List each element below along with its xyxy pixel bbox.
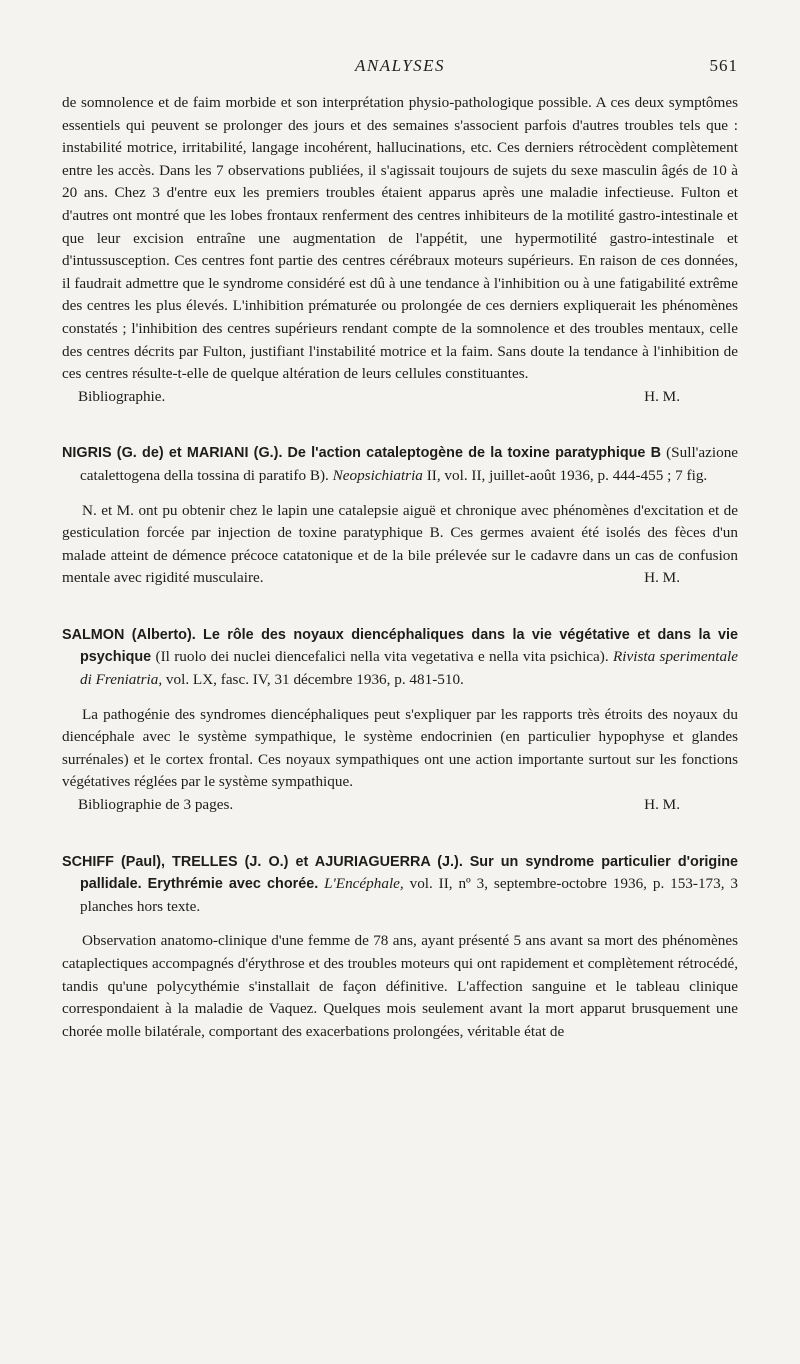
entry-journal: Rivista sperimentale di Freniatria, xyxy=(80,648,739,689)
entry-abstract-text: N. et M. ont pu obtenir chez le lapin une catalepsie aiguë et chronique avec phénomènes d'excitation et de gesticulation forcée par injection de toxine paratyphique B. Ces germes avaient été isolés des fèces d'un malade atteint de démence précoce catatonique et de la bile prélevée sur le cadavre dans un cas de confusion mentale avec rigidité musculaire. xyxy=(62,501,738,587)
review-entry xyxy=(62,624,738,817)
intro-bibliography: Bibliographie. xyxy=(78,387,166,405)
entry-ref-rest: vol. LX, fasc. IV, 31 décembre 1936, p. 481-510. xyxy=(165,671,464,689)
entry-citation xyxy=(62,851,738,919)
entry-signature: H. M. xyxy=(644,569,680,587)
entry-title: De l'action cataleptogène de la toxine paratyphique B xyxy=(287,445,662,462)
entry-abstract: La pathogénie des syndromes diencéphaliques peut s'expliquer par les rapports très étroits des noyaux du diencéphale avec le système sympathique, le système endocrinien (en particulier hypophyse et glandes surrénales) et le cortex frontal. Ces noyaux sympathiques ont une action importante surtout sur les fonctions végétatives réglées par le système sympathique. xyxy=(62,705,738,791)
entry-bibliography: Bibliographie de 3 pages. xyxy=(78,796,234,814)
review-entry xyxy=(62,442,738,590)
running-head xyxy=(62,56,738,82)
running-head-title: ANALYSES xyxy=(354,56,446,75)
entry-ref-plain: (Sull'azione catalettogena della tossina di paratifo B). xyxy=(80,444,739,484)
entry-footer xyxy=(62,794,738,817)
entry-citation xyxy=(62,442,738,487)
body-text xyxy=(62,92,738,1043)
entry-citation xyxy=(62,624,738,692)
entry-journal: Neopsichiatria xyxy=(332,466,423,484)
entry-ref-rest: vol. II, nº 3, septembre-octobre 1936, p. 153-173, 3 planches hors texte. xyxy=(80,875,739,915)
entry-ref-plain: (Il ruolo dei nuclei diencefalici nella vita vegetativa e nella vita psichica). xyxy=(155,648,609,666)
entry-abstract xyxy=(62,500,738,590)
entry-authors: SALMON (Alberto). xyxy=(62,626,196,643)
intro-paragraph: de somnolence et de faim morbide et son interprétation physio-pathologique possible. A ces deux symptômes essentiels qui peuvent se prolonger des jours et des semaines s'associent parfois d'autres troubles tels que : instabilité motrice, irritabilité, langage incohérent, hallucinations, etc. Ces derniers rétrocèdent complètement entre les accès. Dans les 7 observations publiées, il s'agissait toujours de sujets du sexe masculin âgés de 10 à 20 ans. Chez 3 d'entre eux les premiers troubles étaient apparus après une maladie infectieuse. Fulton et d'autres ont montré que les lobes frontaux renferment des centres inhibiteurs de la motilité gastro-intestinale et que leur excision entraîne une augmentation de l'appétit, une hypermotilité gastro-intestinale et d'intussusception. Ces centres font partie des centres cérébraux moteurs supérieurs. En raison de ces données, il faudrait admettre que le syndrome considéré est dû à une tendance à l'inhibition ou à une fatigabilité extrême des centres les plus élevés. L'inhibition prématurée ou prolongée de ces derniers expliquerait les phénomènes constatés ; l'inhibition des centres supérieurs rendant compte de la somnolence et des troubles mentaux, celle des centres décrits par Fulton, justifiant l'instabilité motrice et la faim. Sans doute la tendance à l'inhibition de ces centres résulte-t-elle de quelque altération de leurs cellules constituantes. xyxy=(62,94,738,383)
entry-journal: L'Encéphale, xyxy=(324,875,404,893)
entry-authors: SCHIFF (Paul), TRELLES (J. O.) et AJURIAGUERRA (J.). xyxy=(62,853,463,870)
entry-authors: NIGRIS (G. de) et MARIANI (G.). xyxy=(62,445,283,462)
intro-footer xyxy=(62,386,738,409)
review-entry xyxy=(62,851,738,1044)
entry-title: Le rôle des noyaux diencéphaliques dans la vie végétative et dans la vie psychique xyxy=(80,626,738,666)
page-number: 561 xyxy=(709,56,738,75)
intro-signature: H. M. xyxy=(644,387,680,405)
entry-signature: H. M. xyxy=(644,796,680,814)
entry-title: Sur un syndrome particulier d'origine pallidale. Erythrémie avec chorée. xyxy=(80,853,738,893)
entry-ref-rest: II, vol. II, juillet-août 1936, p. 444-455 ; 7 fig. xyxy=(426,466,708,484)
entry-abstract: Observation anatomo-clinique d'une femme de 78 ans, ayant présenté 5 ans avant sa mort des phénomènes cataplectiques accompagnés d'érythrose et des troubles moteurs qui ont rapidement et complètement rétrocédé, tandis qu'une polycythémie s'installait de façon définitive. L'affection sanguine et le tableau clinique correspondaient à la maladie de Vaquez. Quelques mois seulement avant la mort apparut brusquement une chorée molle bilatérale, comportant des exacerbations prolongées, véritable état de xyxy=(62,932,738,1040)
